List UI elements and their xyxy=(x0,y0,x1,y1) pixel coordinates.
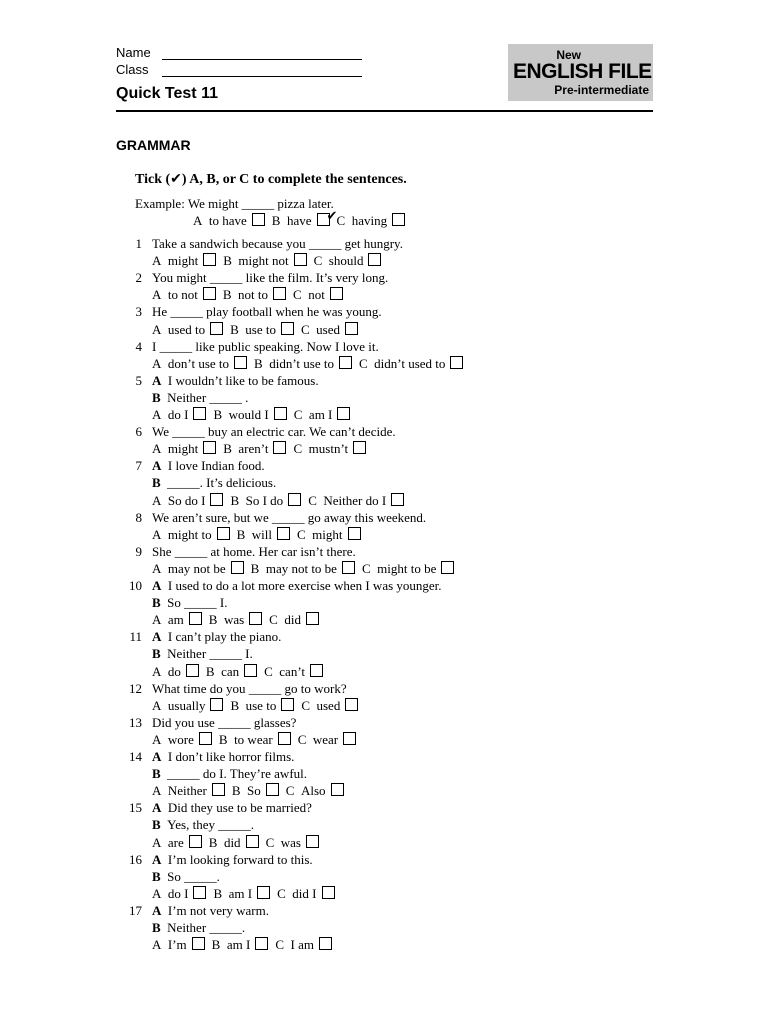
option-text: didn’t use to xyxy=(269,355,334,371)
question-content xyxy=(152,919,245,936)
answer-checkbox[interactable] xyxy=(212,783,225,796)
question-content xyxy=(152,868,220,885)
option-letter: A xyxy=(152,697,162,713)
question-text: Neither _____ . xyxy=(167,389,249,405)
answer-checkbox[interactable] xyxy=(274,407,287,420)
answer-checkbox[interactable] xyxy=(392,213,405,226)
class-label: Class xyxy=(116,62,149,77)
option-text: can’t xyxy=(279,663,306,679)
logo-sub: Pre-intermediate xyxy=(554,83,649,97)
answer-checkbox[interactable] xyxy=(317,209,338,226)
option-letter: C xyxy=(308,492,317,508)
question-text: So _____ I. xyxy=(167,595,228,611)
answer-checkbox[interactable] xyxy=(246,835,259,848)
question-content xyxy=(152,594,227,611)
question-number: 14 xyxy=(129,749,142,764)
options-row xyxy=(152,440,373,457)
option-letter: B xyxy=(230,321,239,337)
class-field[interactable] xyxy=(162,76,362,77)
option-text: not xyxy=(308,287,325,303)
answer-checkbox[interactable] xyxy=(249,612,262,625)
option-text: used to xyxy=(167,321,206,337)
answer-checkbox[interactable] xyxy=(368,253,381,266)
option-letter: B xyxy=(218,731,228,747)
options-row xyxy=(152,885,342,902)
speaker-label: A xyxy=(152,851,162,867)
example-options xyxy=(193,209,412,229)
option-text: might not xyxy=(238,253,289,269)
option-text: should xyxy=(328,253,364,269)
option-text: might xyxy=(167,253,199,269)
question-text: Neither _____ I. xyxy=(167,646,253,662)
answer-checkbox[interactable] xyxy=(189,835,202,848)
options-row xyxy=(152,560,461,577)
speaker-label: B xyxy=(152,389,161,405)
option-text: did I xyxy=(292,885,317,901)
tick-icon: ✔ xyxy=(170,172,182,187)
speaker-label: B xyxy=(152,595,161,611)
option-text: might xyxy=(167,441,199,457)
option-letter: C xyxy=(293,441,303,457)
option-text: not to xyxy=(238,287,269,303)
answer-checkbox[interactable] xyxy=(273,441,286,454)
question-content xyxy=(152,235,403,252)
option-text: Also xyxy=(300,783,326,799)
options-row xyxy=(152,731,363,748)
speaker-label: A xyxy=(152,800,162,816)
option-text: may not be xyxy=(167,560,226,576)
logo-main: ENGLISH FILE xyxy=(513,60,652,83)
question-text: You might _____ like the film. It’s very long. xyxy=(152,270,389,286)
option-text: are xyxy=(167,834,184,850)
option-text: mustn’t xyxy=(308,441,349,457)
option-letter: B xyxy=(250,560,260,576)
question-text: I wouldn’t like to be famous. xyxy=(167,372,319,388)
question-text: We aren’t sure, but we _____ go away this weekend. xyxy=(152,509,427,525)
question-text: Yes, they _____. xyxy=(167,817,254,833)
answer-checkbox[interactable] xyxy=(345,322,358,335)
option-letter: A xyxy=(152,287,162,303)
question-number: 2 xyxy=(135,270,142,286)
option-letter: B xyxy=(271,213,281,228)
page-title: Quick Test 11 xyxy=(116,85,218,102)
option-letter: C xyxy=(293,287,302,303)
options-row xyxy=(152,834,326,851)
option-text: So xyxy=(247,783,261,799)
speaker-label: B xyxy=(152,868,161,884)
name-label: Name xyxy=(116,45,151,60)
option-letter: B xyxy=(213,407,223,422)
speaker-label: A xyxy=(152,458,162,474)
option-text: to not xyxy=(167,287,198,303)
options-row xyxy=(152,286,350,303)
answer-checkbox[interactable] xyxy=(343,732,356,745)
options-row xyxy=(152,406,357,423)
speaker-label: B xyxy=(152,920,161,935)
example-line xyxy=(135,195,334,212)
option-letter: B xyxy=(230,492,240,508)
option-text: So do I xyxy=(167,492,206,508)
answer-checkbox[interactable] xyxy=(306,612,319,625)
question-number: 8 xyxy=(135,509,142,525)
question-content xyxy=(152,474,276,491)
option-letter: A xyxy=(193,213,203,228)
question-content xyxy=(152,577,442,594)
answer-checkbox[interactable] xyxy=(278,732,291,745)
option-text: might to be xyxy=(377,560,437,576)
answer-checkbox[interactable] xyxy=(342,561,355,574)
answer-checkbox[interactable] xyxy=(441,561,454,574)
question-number: 16 xyxy=(129,851,142,867)
options-row xyxy=(152,697,365,714)
option-text: didn’t used to xyxy=(374,355,446,371)
question-text: Did they use to be married? xyxy=(167,800,312,816)
option-text: can xyxy=(221,663,240,679)
option-text: use to xyxy=(245,697,277,713)
options-row xyxy=(152,492,411,509)
question-text: He _____ play football when he was young. xyxy=(152,304,382,320)
option-text: am I xyxy=(228,885,253,901)
answer-checkbox[interactable] xyxy=(345,698,358,711)
option-text: am xyxy=(167,612,184,628)
answer-checkbox[interactable] xyxy=(210,493,223,506)
option-letter: A xyxy=(152,885,162,901)
option-letter: C xyxy=(301,697,310,713)
question-content xyxy=(152,338,379,355)
question-text: _____ do I. They’re awful. xyxy=(167,766,308,782)
option-letter: C xyxy=(265,834,275,850)
option-letter: B xyxy=(254,355,263,371)
answer-checkbox[interactable] xyxy=(288,493,301,506)
question-content xyxy=(152,765,307,782)
option-letter: B xyxy=(230,697,240,713)
question-content xyxy=(152,543,356,560)
option-text: I am xyxy=(290,937,314,953)
option-letter: A xyxy=(152,253,162,269)
answer-checkbox[interactable] xyxy=(203,253,216,266)
option-text: use to xyxy=(245,321,276,337)
check-icon: ✔ xyxy=(326,209,338,224)
option-letter: B xyxy=(231,783,241,799)
answer-checkbox[interactable] xyxy=(353,441,366,454)
english-file-logo xyxy=(508,44,653,101)
option-text: wear xyxy=(312,731,339,747)
answer-checkbox[interactable] xyxy=(306,835,319,848)
question-content xyxy=(152,303,382,320)
option-text: did xyxy=(223,834,241,850)
option-text: don’t use to xyxy=(167,355,230,371)
answer-checkbox[interactable] xyxy=(193,886,206,899)
options-row xyxy=(152,782,351,799)
question-number: 17 xyxy=(129,902,142,918)
answer-checkbox[interactable] xyxy=(339,356,352,369)
question-content xyxy=(152,457,265,474)
option-letter: A xyxy=(152,441,162,457)
options-row xyxy=(152,526,368,543)
answer-checkbox[interactable] xyxy=(337,407,350,420)
question-text: So _____. xyxy=(167,868,220,884)
answer-checkbox[interactable] xyxy=(199,732,212,745)
option-letter: C xyxy=(300,321,310,337)
option-letter: C xyxy=(293,407,303,422)
section-title: GRAMMAR xyxy=(116,137,191,153)
instruction xyxy=(135,171,407,188)
answer-checkbox[interactable] xyxy=(266,783,279,796)
option-text: am I xyxy=(226,937,251,953)
option-letter: C xyxy=(277,885,286,901)
question-text: Take a sandwich because you _____ get hungry. xyxy=(152,236,403,251)
speaker-label: B xyxy=(152,475,161,491)
option-text: have xyxy=(286,213,312,228)
answer-checkbox[interactable] xyxy=(255,937,268,950)
speaker-label: A xyxy=(152,372,162,388)
example-sentence: We might _____ pizza later. xyxy=(187,196,334,211)
answer-checkbox[interactable] xyxy=(193,407,206,420)
question-number: 3 xyxy=(135,304,142,320)
answer-checkbox[interactable] xyxy=(203,287,216,300)
option-text: used xyxy=(316,321,340,337)
option-text: do I xyxy=(167,885,189,901)
option-letter: A xyxy=(152,560,162,576)
answer-checkbox[interactable] xyxy=(210,322,223,335)
option-letter: B xyxy=(222,287,232,303)
speaker-label: B xyxy=(152,817,161,833)
answer-checkbox[interactable] xyxy=(244,664,257,677)
answer-checkbox[interactable] xyxy=(234,356,247,369)
speaker-label: A xyxy=(152,902,162,918)
question-number: 1 xyxy=(135,236,142,251)
question-text: Neither _____. xyxy=(167,920,246,935)
answer-checkbox[interactable] xyxy=(319,937,332,950)
answer-checkbox[interactable] xyxy=(348,527,361,540)
question-content xyxy=(152,816,254,833)
option-letter: C xyxy=(275,937,284,953)
option-letter: C xyxy=(285,783,295,799)
question-text: I can’t play the piano. xyxy=(167,629,282,645)
question-number: 11 xyxy=(129,629,142,645)
option-letter: A xyxy=(152,321,162,337)
option-letter: A xyxy=(152,407,162,422)
option-text: will xyxy=(251,526,272,542)
question-content xyxy=(152,423,396,440)
option-text: am I xyxy=(308,407,333,422)
option-text: might xyxy=(312,526,343,542)
option-letter: A xyxy=(152,834,162,850)
option-text: used xyxy=(316,697,341,713)
options-row xyxy=(152,321,365,338)
option-letter: C xyxy=(297,526,306,542)
question-text: I don’t like horror films. xyxy=(167,749,295,764)
question-content xyxy=(152,509,426,526)
option-text: usually xyxy=(167,697,206,713)
option-letter: A xyxy=(152,783,162,799)
option-text: I’m xyxy=(167,937,187,953)
answer-checkbox[interactable] xyxy=(281,322,294,335)
question-content xyxy=(152,680,347,697)
option-letter: C xyxy=(336,213,346,228)
option-letter: A xyxy=(152,663,162,679)
question-text: I’m looking forward to this. xyxy=(167,851,313,867)
option-letter: B xyxy=(236,526,246,542)
question-text: I love Indian food. xyxy=(167,458,265,474)
answer-checkbox[interactable] xyxy=(186,664,199,677)
question-content xyxy=(152,269,388,286)
answer-checkbox[interactable] xyxy=(257,886,270,899)
option-letter: C xyxy=(361,560,371,576)
option-letter: C xyxy=(269,612,278,628)
option-text: would I xyxy=(228,407,269,422)
question-number: 5 xyxy=(135,372,142,388)
option-letter: C xyxy=(358,355,368,371)
option-text: was xyxy=(280,834,301,850)
speaker-label: B xyxy=(152,766,161,782)
option-text: do I xyxy=(167,407,189,422)
answer-checkbox[interactable] xyxy=(210,698,223,711)
option-text: having xyxy=(351,213,388,228)
option-letter: B xyxy=(223,253,232,269)
option-letter: A xyxy=(152,612,162,628)
logo-new: New xyxy=(556,48,581,62)
question-text: She _____ at home. Her car isn’t there. xyxy=(152,543,356,559)
answer-checkbox[interactable] xyxy=(189,612,202,625)
answer-checkbox[interactable] xyxy=(294,253,307,266)
question-text: I used to do a lot more exercise when I was younger. xyxy=(167,578,442,593)
header-divider xyxy=(116,110,653,112)
answer-checkbox[interactable] xyxy=(277,527,290,540)
answer-checkbox[interactable] xyxy=(391,493,404,506)
option-letter: C xyxy=(297,731,307,747)
question-number: 12 xyxy=(129,680,142,696)
question-number: 4 xyxy=(135,338,142,354)
option-letter: B xyxy=(208,612,218,628)
answer-checkbox[interactable] xyxy=(252,213,265,226)
option-text: was xyxy=(223,612,245,628)
instruction-before: Tick ( xyxy=(135,172,171,187)
question-text: What time do you _____ go to work? xyxy=(152,680,347,696)
option-text: Neither xyxy=(167,783,207,799)
answer-checkbox[interactable] xyxy=(273,287,286,300)
question-content xyxy=(152,714,296,731)
options-row xyxy=(152,936,339,953)
name-field[interactable] xyxy=(162,59,362,60)
question-number: 7 xyxy=(135,458,142,474)
option-text: So I do xyxy=(245,492,284,508)
option-letter: C xyxy=(264,663,273,679)
option-text: to have xyxy=(208,213,247,228)
question-text: We _____ buy an electric car. We can’t decide. xyxy=(152,424,396,440)
options-row xyxy=(152,611,326,628)
question-content xyxy=(152,902,269,919)
option-letter: A xyxy=(152,492,162,508)
question-number: 13 xyxy=(129,714,142,730)
question-content xyxy=(152,851,313,868)
instruction-after: ) A, B, or C to complete the sentences. xyxy=(181,172,407,187)
option-text: wore xyxy=(167,731,194,747)
option-text: do xyxy=(167,663,181,679)
example-label: Example: xyxy=(135,196,185,211)
option-text: Neither do I xyxy=(323,492,387,508)
option-text: did xyxy=(284,612,301,628)
question-content xyxy=(152,799,312,816)
option-letter: A xyxy=(152,731,162,747)
speaker-label: A xyxy=(152,578,162,593)
question-text: I’m not very warm. xyxy=(167,902,269,918)
option-letter: C xyxy=(313,253,323,269)
answer-checkbox[interactable] xyxy=(450,356,463,369)
option-text: to wear xyxy=(234,731,273,747)
option-letter: B xyxy=(208,834,218,850)
speaker-label: B xyxy=(152,646,161,662)
options-row xyxy=(152,252,388,269)
options-row xyxy=(152,355,470,372)
answer-checkbox[interactable] xyxy=(203,441,216,454)
answer-checkbox[interactable] xyxy=(322,886,335,899)
question-text: _____. It’s delicious. xyxy=(167,475,277,491)
option-text: might to xyxy=(167,526,212,542)
answer-checkbox[interactable] xyxy=(231,561,244,574)
answer-checkbox[interactable] xyxy=(331,783,344,796)
answer-checkbox[interactable] xyxy=(217,527,230,540)
question-text: I _____ like public speaking. Now I love it. xyxy=(152,338,379,354)
options-row xyxy=(152,663,330,680)
question-text: Did you use _____ glasses? xyxy=(152,714,297,730)
question-content xyxy=(152,628,281,645)
speaker-label: A xyxy=(152,629,162,645)
answer-checkbox[interactable] xyxy=(192,937,205,950)
question-content xyxy=(152,645,253,662)
option-letter: B xyxy=(213,885,223,901)
option-text: aren’t xyxy=(238,441,269,457)
option-letter: A xyxy=(152,526,162,542)
question-content xyxy=(152,389,248,406)
option-letter: A xyxy=(152,937,162,953)
option-letter: B xyxy=(211,937,221,953)
question-number: 15 xyxy=(129,800,142,816)
question-number: 9 xyxy=(135,543,142,559)
option-text: may not to be xyxy=(265,560,337,576)
answer-checkbox[interactable] xyxy=(281,698,294,711)
question-content xyxy=(152,372,319,389)
question-number: 6 xyxy=(135,424,142,440)
answer-checkbox[interactable] xyxy=(330,287,343,300)
option-letter: B xyxy=(205,663,215,679)
question-content xyxy=(152,748,294,765)
question-number: 10 xyxy=(129,578,142,593)
answer-checkbox[interactable] xyxy=(310,664,323,677)
option-letter: B xyxy=(223,441,232,457)
option-letter: A xyxy=(152,355,162,371)
speaker-label: A xyxy=(152,749,162,764)
